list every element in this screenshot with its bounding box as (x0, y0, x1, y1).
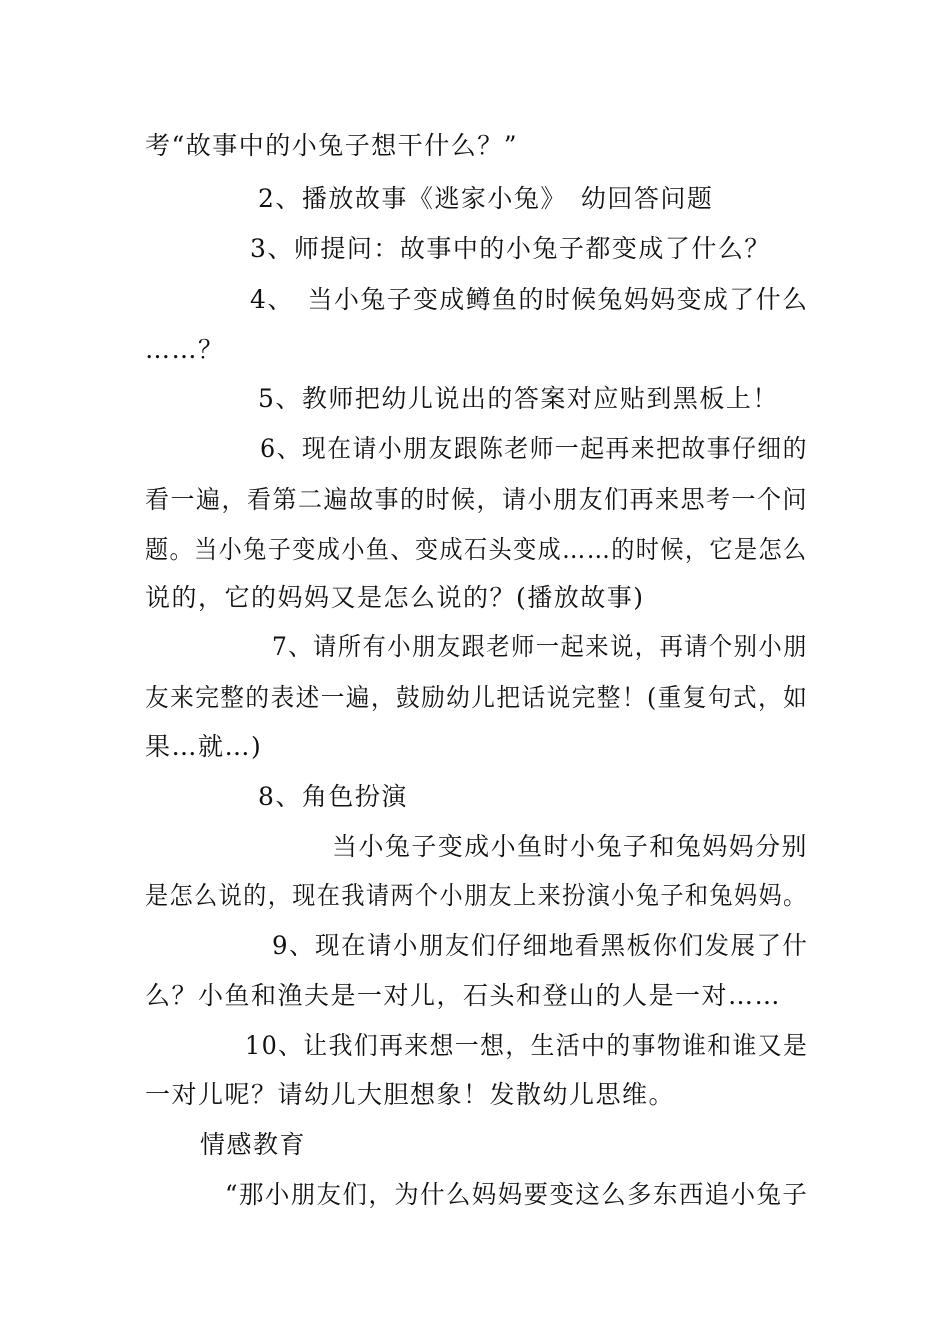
text-line: 8、角色扮演 (258, 782, 408, 811)
text-line: 一对儿呢？请幼儿大胆想象！发散幼儿思维。 (145, 1080, 676, 1109)
text-line: 2、播放故事《逃家小兔》 幼回答问题 (258, 184, 714, 213)
text-line: 是怎么说的，现在我请两个小朋友上来扮演小兔子和兔妈妈。 (145, 881, 808, 910)
section-heading: 情感教育 (200, 1130, 307, 1159)
text-line: 5、教师把幼儿说出的答案对应贴到黑板上！ (258, 384, 779, 413)
text-line: 7、请所有小朋友跟老师一起来说，再请个别小朋 (272, 632, 808, 661)
text-line: “那小朋友们，为什么妈妈要变这么多东西追小兔子 (225, 1180, 809, 1209)
text-line: ……？ (145, 335, 225, 364)
text-line: 说的，它的妈妈又是怎么说的？(播放故事) (145, 583, 645, 612)
text-line: 题。当小兔子变成小鱼、变成石头变成……的时候，它是怎么 (145, 535, 808, 564)
text-line: 6、现在请小朋友跟陈老师一起再来把故事仔细的 (260, 434, 808, 463)
text-line: 9、现在请小朋友们仔细地看黑板你们发展了什 (272, 931, 809, 960)
text-line: 3、师提问：故事中的小兔子都变成了什么？ (250, 234, 771, 263)
text-line: 4、 当小兔子变成鳟鱼的时候兔妈妈变成了什么 (250, 285, 809, 314)
text-line: 友来完整的表述一遍，鼓励幼儿把话说完整！(重复句式，如 (145, 683, 809, 712)
text-line: 看一遍，看第二遍故事的时候，请小朋友们再来思考一个问 (145, 485, 809, 514)
text-line: 么？小鱼和渔夫是一对儿，石头和登山的人是一对…… (145, 981, 782, 1010)
text-line: 考“故事中的小兔子想干什么？” (145, 131, 519, 160)
text-line: 当小兔子变成小鱼时小兔子和兔妈妈分别 (332, 832, 809, 861)
text-line: 10、让我们再来想一想，生活中的事物谁和谁又是 (245, 1031, 809, 1060)
text-line: 果…就…) (145, 732, 263, 761)
